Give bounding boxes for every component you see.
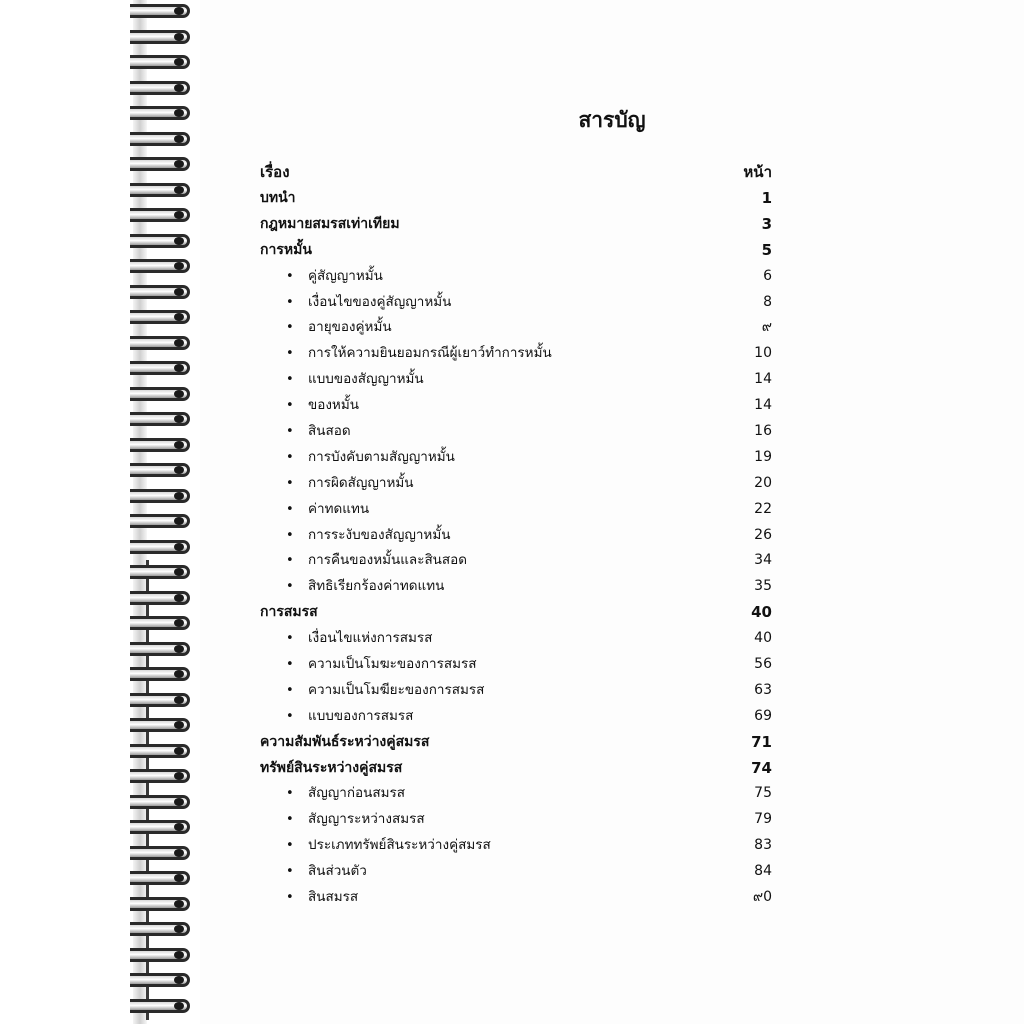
toc-entry-page: 16: [754, 423, 772, 440]
binding-hole: [174, 798, 184, 806]
binding-hole: [174, 619, 184, 627]
binding-hole: [174, 58, 184, 66]
binding-hole: [174, 747, 184, 755]
binding-hole: [174, 543, 184, 551]
toc-entry-title: การหมั้น: [260, 241, 312, 258]
binding-hole: [174, 721, 184, 729]
toc-entry-title: ทรัพย์สินระหว่างคู่สมรส: [260, 759, 403, 776]
toc-subsection-row: [260, 497, 772, 523]
binding-hole: [174, 568, 184, 576]
toc-entry-title: เงื่อนไขแห่งการสมรส: [308, 630, 433, 647]
bullet: •: [286, 268, 294, 284]
toc-subsection-row: [260, 678, 772, 704]
binding-hole: [174, 594, 184, 602]
bullet: •: [286, 372, 294, 388]
binding-hole: [174, 109, 184, 117]
bullet: •: [286, 657, 294, 673]
bullet: •: [286, 527, 294, 543]
toc-section-row: [260, 212, 772, 238]
toc-subsection-row: [260, 523, 772, 549]
toc-entry-title: การบังคับตามสัญญาหมั้น: [308, 448, 455, 465]
toc-subsection-row: [260, 445, 772, 471]
toc-entry-title: ของหมั้น: [308, 397, 359, 414]
page-title: สารบัญ: [578, 108, 646, 132]
toc-subsection-row: [260, 393, 772, 419]
toc-entry-page: 6: [763, 267, 772, 284]
spiral-binding: [130, 0, 200, 1024]
binding-hole: [174, 33, 184, 41]
binding-hole: [174, 364, 184, 372]
toc-subsection-row: [260, 367, 772, 393]
toc-entry-page: 10: [754, 345, 772, 362]
binding-hole: [174, 823, 184, 831]
bullet: •: [286, 294, 294, 310]
toc-subsection-row: [260, 807, 772, 833]
binding-hole: [174, 951, 184, 959]
toc-entry-title: คู่สัญญาหมั้น: [308, 267, 383, 284]
binding-hole: [174, 84, 184, 92]
bullet: •: [286, 553, 294, 569]
toc-entry-page: 8: [763, 293, 772, 310]
bullet: •: [286, 424, 294, 440]
toc-entry-page: 84: [754, 863, 772, 880]
binding-hole: [174, 339, 184, 347]
binding-hole: [174, 211, 184, 219]
toc-entry-page: 22: [754, 500, 772, 517]
toc-entry-page: ๙0: [752, 889, 772, 906]
document-page: [200, 0, 1024, 1024]
binding-hole: [174, 976, 184, 984]
toc-entry-title: ความเป็นโมฆะของการสมรส: [308, 656, 477, 673]
toc-subsection-row: [260, 626, 772, 652]
toc-subsection-row: [260, 290, 772, 316]
binding-hole: [174, 645, 184, 653]
toc-entry-page: 14: [754, 397, 772, 414]
binding-hole: [174, 670, 184, 678]
bullet: •: [286, 449, 294, 465]
toc-entry-page: 19: [754, 448, 772, 465]
toc-entry-page: 26: [754, 526, 772, 543]
toc-subsection-row: [260, 781, 772, 807]
bullet: •: [286, 398, 294, 414]
bullet: •: [286, 708, 294, 724]
binding-hole: [174, 160, 184, 168]
toc-entry-page: 83: [754, 837, 772, 854]
bullet: •: [286, 346, 294, 362]
topic-column-header: เรื่อง: [260, 163, 290, 181]
toc-entry-page: 20: [754, 474, 772, 491]
toc-entry-title: แบบของสัญญาหมั้น: [308, 371, 424, 388]
bullet: •: [286, 864, 294, 880]
toc-entry-page: 63: [754, 681, 772, 698]
toc-entry-title: ประเภททรัพย์สินระหว่างคู่สมรส: [308, 837, 491, 854]
toc-subsection-row: [260, 315, 772, 341]
toc-section-row: [260, 186, 772, 212]
toc-entry-title: สินส่วนตัว: [308, 863, 367, 880]
toc-entry-title: กฎหมายสมรสเท่าเทียม: [260, 215, 400, 232]
bullet: •: [286, 682, 294, 698]
toc-entry-page: 14: [754, 371, 772, 388]
toc-entry-title: การผิดสัญญาหมั้น: [308, 474, 414, 491]
toc-subsection-row: [260, 704, 772, 730]
binding-hole: [174, 390, 184, 398]
toc-entry-page: 71: [751, 732, 772, 751]
binding-hole: [174, 925, 184, 933]
binding-hole: [174, 696, 184, 704]
toc-entry-title: สิทธิเรียกร้องค่าทดแทน: [308, 578, 445, 595]
toc-entry-title: สัญญาระหว่างสมรส: [308, 811, 425, 828]
bullet: •: [286, 890, 294, 906]
binding-hole: [174, 7, 184, 15]
binding-hole: [174, 135, 184, 143]
toc-entry-title: การคืนของหมั้นและสินสอด: [308, 552, 468, 569]
toc-subsection-row: [260, 471, 772, 497]
binding-hole: [174, 441, 184, 449]
toc-entry-title: ค่าทดแทน: [308, 500, 370, 517]
table-of-contents: [260, 186, 772, 911]
bullet: •: [286, 786, 294, 802]
toc-entry-title: บทนำ: [260, 190, 296, 206]
toc-entry-title: ความสัมพันธ์ระหว่างคู่สมรส: [260, 733, 430, 750]
toc-entry-page: 69: [754, 707, 772, 724]
toc-subsection-row: [260, 652, 772, 678]
toc-entry-title: แบบของการสมรส: [308, 707, 414, 724]
toc-subsection-row: [260, 859, 772, 885]
toc-entry-page: 79: [754, 811, 772, 828]
toc-entry-page: 40: [754, 630, 772, 647]
binding-hole: [174, 237, 184, 245]
toc-entry-title: สินสมรส: [308, 889, 359, 906]
toc-entry-title: การให้ความยินยอมกรณีผู้เยาว์ทำการหมั้น: [308, 345, 552, 362]
toc-section-row: [260, 238, 772, 264]
binding-hole: [174, 415, 184, 423]
toc-entry-page: 75: [754, 785, 772, 802]
bullet: •: [286, 812, 294, 828]
toc-entry-title: เงื่อนไขของคู่สัญญาหมั้น: [308, 293, 452, 310]
page-column-header: หน้า: [743, 163, 772, 181]
toc-entry-page: ๙: [761, 319, 772, 336]
binding-hole: [174, 186, 184, 194]
bullet: •: [286, 579, 294, 595]
binding-hole: [174, 466, 184, 474]
toc-subsection-row: [260, 574, 772, 600]
toc-section-row: [260, 600, 772, 626]
binding-hole: [174, 313, 184, 321]
toc-entry-page: 3: [761, 214, 772, 233]
toc-entry-title: อายุของคู่หมั้น: [308, 319, 392, 336]
toc-entry-title: ความเป็นโมฆียะของการสมรส: [308, 681, 485, 698]
toc-subsection-row: [260, 419, 772, 445]
toc-entry-title: การระงับของสัญญาหมั้น: [308, 526, 451, 543]
toc-entry-page: 74: [751, 758, 772, 777]
bullet: •: [286, 320, 294, 336]
toc-subsection-row: [260, 341, 772, 367]
toc-entry-title: การสมรส: [260, 604, 318, 621]
binding-hole: [174, 288, 184, 296]
toc-entry-page: 1: [761, 189, 772, 207]
binding-hole: [174, 262, 184, 270]
bullet: •: [286, 631, 294, 647]
binding-hole: [174, 900, 184, 908]
toc-section-row: [260, 756, 772, 782]
left-margin: [0, 0, 140, 1024]
binding-hole: [174, 492, 184, 500]
toc-subsection-row: [260, 548, 772, 574]
toc-entry-page: 34: [754, 552, 772, 569]
toc-entry-page: 56: [754, 656, 772, 673]
toc-subsection-row: [260, 833, 772, 859]
toc-entry-title: สินสอด: [308, 423, 351, 440]
binding-hole: [174, 874, 184, 882]
bullet: •: [286, 501, 294, 517]
binding-hole: [174, 849, 184, 857]
bullet: •: [286, 475, 294, 491]
toc-section-row: [260, 730, 772, 756]
toc-subsection-row: [260, 264, 772, 290]
binding-hole: [174, 1002, 184, 1010]
bullet: •: [286, 838, 294, 854]
toc-entry-title: สัญญาก่อนสมรส: [308, 785, 405, 802]
toc-entry-page: 40: [751, 603, 772, 622]
toc-entry-page: 5: [761, 240, 772, 259]
binding-hole: [174, 772, 184, 780]
toc-entry-page: 35: [754, 578, 772, 595]
toc-subsection-row: [260, 885, 772, 911]
binding-hole: [174, 517, 184, 525]
